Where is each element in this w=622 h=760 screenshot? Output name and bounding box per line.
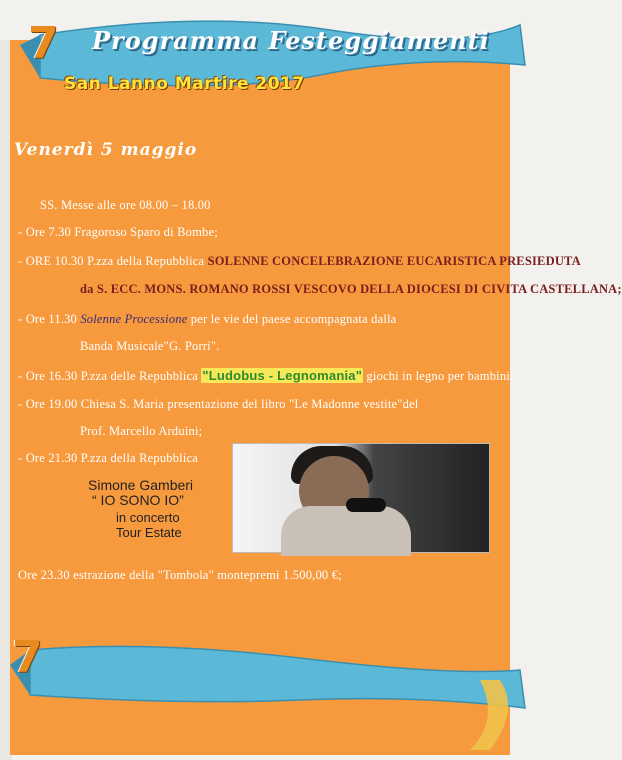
page-subtitle: San Lanno Martire 2017 [64, 74, 305, 94]
event-masses: SS. Messe alle ore 08.00 – 18.00 [40, 198, 211, 212]
logo-icon: 7 [28, 18, 59, 69]
microphone-icon [346, 498, 386, 512]
event-highlight: "Ludobus - Legnomania" [202, 368, 363, 383]
artist-name: Simone Gamberi [88, 477, 194, 493]
event-time: - Ore 16.30 P.zza delle Repubblica [18, 369, 202, 383]
bottom-ribbon [0, 610, 529, 760]
event-time: - ORE 10.30 P.zza della Repubblica [18, 254, 208, 268]
photo-body [281, 506, 411, 556]
event-highlight: SOLENNE CONCELEBRAZIONE EUCARISTICA PRESIEDUTA [207, 254, 581, 268]
concert-photo [232, 443, 490, 553]
event-procession [18, 312, 396, 327]
event-ludobus [18, 368, 514, 384]
event-author: Prof. Marcello Arduini; [80, 424, 203, 438]
event-concert-time: - Ore 21.30 P.zza della Repubblica [18, 451, 199, 465]
day-heading: Venerdì 5 maggio [14, 140, 198, 160]
event-band: Banda Musicale"G. Porri". [80, 339, 220, 353]
logo-icon: 7 [12, 632, 43, 683]
tour-label: Tour Estate [116, 525, 182, 540]
event-detail: giochi in legno per bambini; [363, 369, 514, 383]
event-mass-celebrant: da S. ECC. MONS. ROMANO ROSSI VESCOVO DELLA DIOCESI DI CIVITA CASTELLANA; [80, 282, 622, 296]
show-title: “ IO SONO IO” [92, 492, 184, 508]
event-time: - Ore 11.30 [18, 312, 81, 326]
event-highlight: Solenne Processione [80, 312, 188, 326]
event-mass-1030 [18, 254, 581, 269]
event-tombola: Ore 23.30 estrazione della "Tombola" montepremi 1.500,00 €; [18, 568, 342, 582]
event-book: - Ore 19.00 Chiesa S. Maria presentazione del libro "Le Madonne vestite"del [18, 397, 419, 411]
concert-label: in concerto [116, 510, 180, 525]
page-title: Programma Festeggiamenti [92, 26, 490, 55]
event-fireworks: - Ore 7.30 Fragoroso Sparo di Bombe; [18, 225, 218, 239]
event-detail: per le vie del paese accompagnata dalla [187, 312, 397, 326]
